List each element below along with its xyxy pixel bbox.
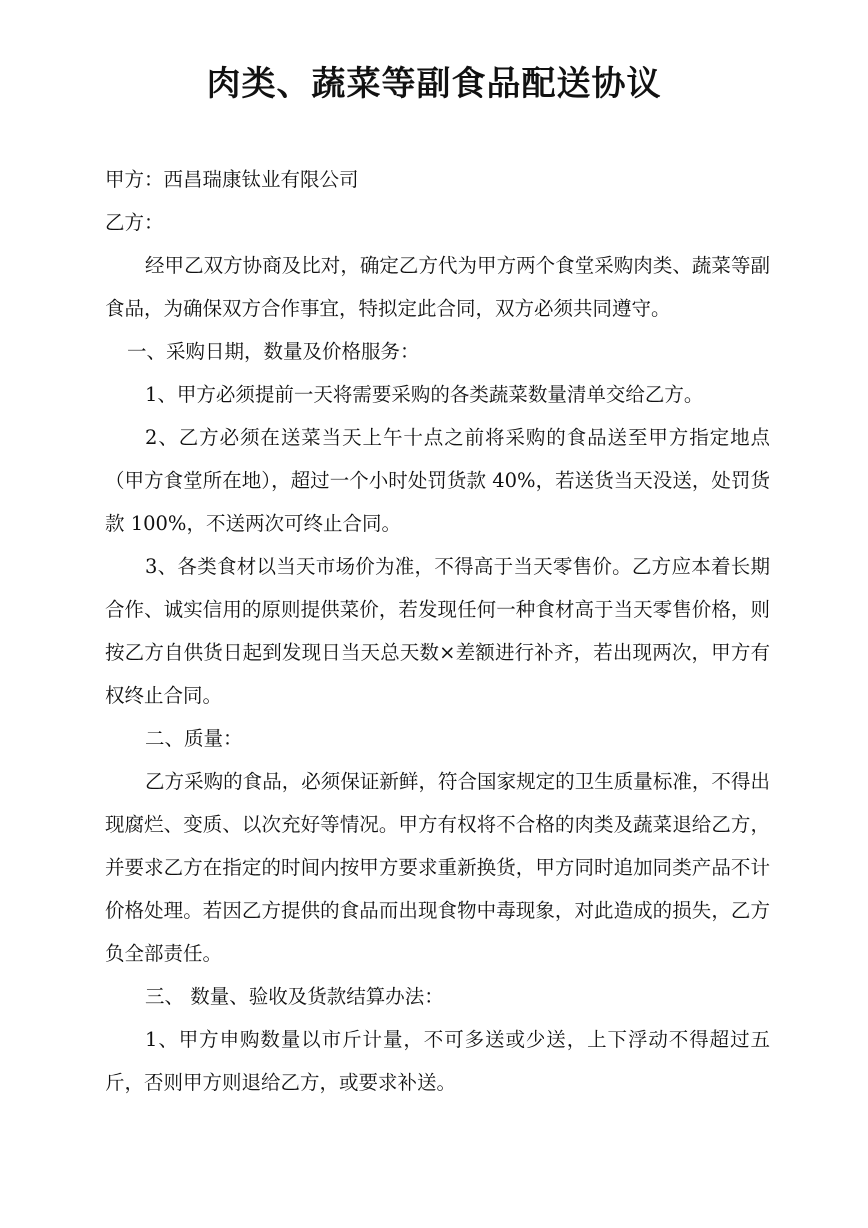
party-b-line: 乙方： xyxy=(105,211,164,234)
document-title: 肉类、蔬菜等副食品配送协议 xyxy=(206,64,662,104)
section1-item2: 2、乙方必须在送菜当天上午十点之前将采购的食品送至甲方指定地点（甲方食堂所在地），超过一个小时处罚货款 40%，若送货当天没送，处罚货款 100%，不送两次可终止合同。 xyxy=(105,426,770,535)
section2-heading: 二、质量： xyxy=(145,727,243,750)
section1-heading: 一、采购日期，数量及价格服务： xyxy=(127,340,420,363)
section3-item1: 1、甲方申购数量以市斤计量，不可多送或少送，上下浮动不得超过五斤，否则甲方则退给乙方，或要求补送。 xyxy=(105,1028,770,1094)
section3-heading: 三、 数量、验收及货款结算办法： xyxy=(145,985,444,1008)
party-a-line: 甲方：西昌瑞康钛业有限公司 xyxy=(105,168,359,191)
section1-item1: 1、甲方必须提前一天将需要采购的各类蔬菜数量清单交给乙方。 xyxy=(145,383,704,406)
section2-body: 乙方采购的食品，必须保证新鲜，符合国家规定的卫生质量标准，不得出现腐烂、变质、以次充好等情况。甲方有权将不合格的肉类及蔬菜退给乙方，并要求乙方在指定的时间内按甲方要求重新换货，甲方同时追加同类产品不计价格处理。若因乙方提供的食品而出现食物中毒现象，对此造成的损失，乙方负全部责任。 xyxy=(105,770,770,965)
section1-item3: 3、各类食材以当天市场价为准，不得高于当天零售价。乙方应本着长期合作、诚实信用的原则提供菜价，若发现任何一种食材高于当天零售价格，则按乙方自供货日起到发现日当天总天数×差额进行补齐，若出现两次，甲方有权终止合同。 xyxy=(105,555,770,707)
document-body xyxy=(105,158,770,1104)
intro-paragraph: 经甲乙双方协商及比对，确定乙方代为甲方两个食堂采购肉类、蔬菜等副食品，为确保双方合作事宜，特拟定此合同，双方必须共同遵守。 xyxy=(105,254,770,320)
